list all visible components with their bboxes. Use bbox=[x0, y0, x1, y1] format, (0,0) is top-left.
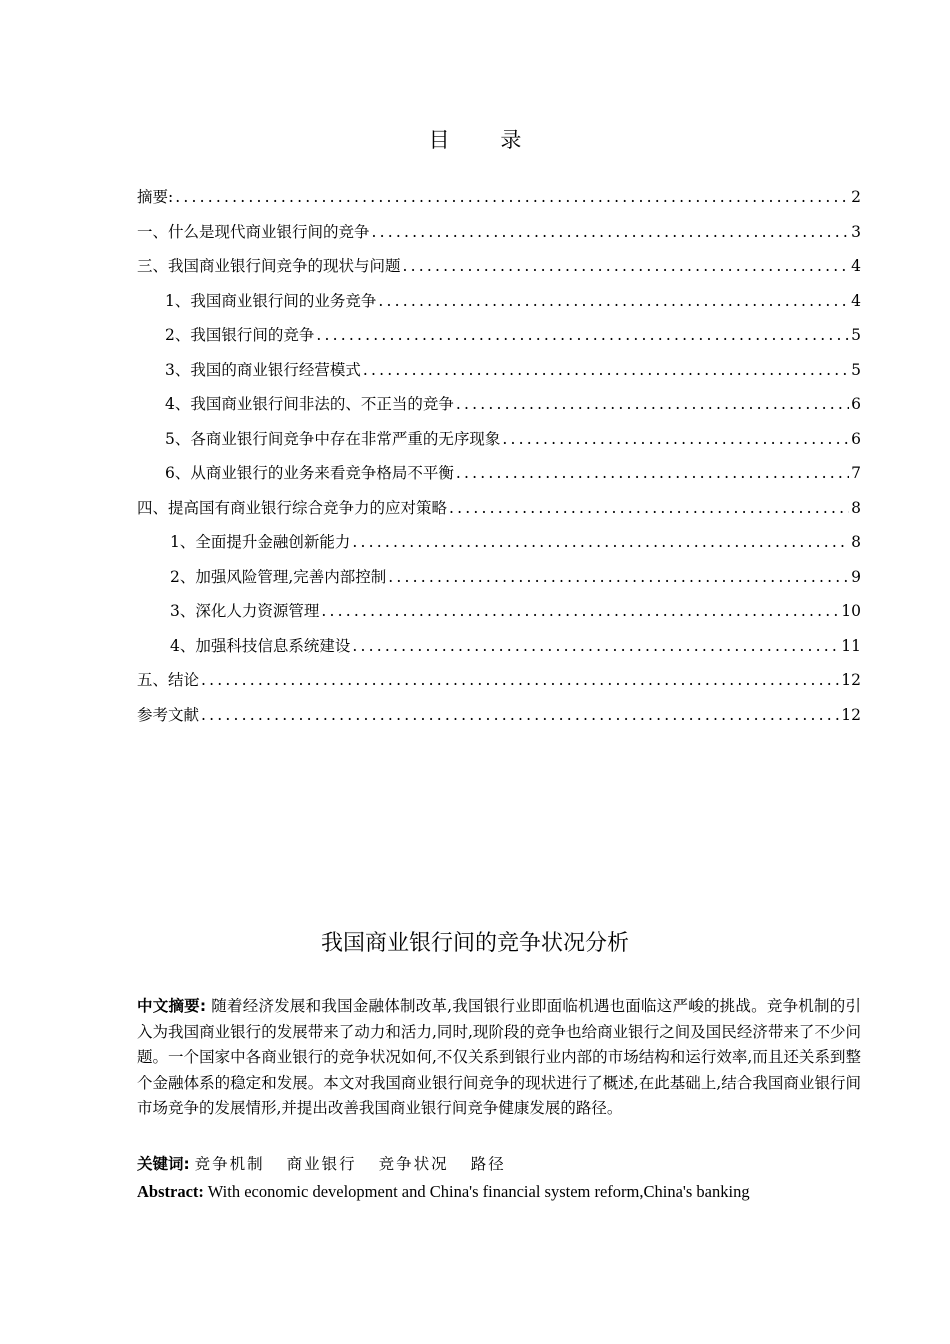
toc-entry-page: 12 bbox=[841, 671, 861, 689]
english-abstract-label: Abstract: bbox=[137, 1182, 204, 1201]
toc-entry-label: 1、我国商业银行间的业务竞争 bbox=[165, 291, 377, 310]
toc-entry-page: 8 bbox=[851, 533, 861, 551]
toc-entry-label: 2、我国银行间的竞争 bbox=[165, 326, 315, 344]
toc-entry-label: 2、加强风险管理,完善内部控制 bbox=[170, 567, 387, 586]
toc-entry-label: 4、我国商业银行间非法的、不正当的竞争 bbox=[165, 395, 454, 413]
toc-entry-label: 四、提高国有商业银行综合竞争力的应对策略 bbox=[137, 498, 448, 517]
table-of-contents bbox=[137, 180, 861, 732]
toc-entry[interactable] bbox=[137, 491, 861, 526]
toc-entry-page: 4 bbox=[851, 291, 861, 310]
toc-entry[interactable] bbox=[137, 663, 861, 698]
toc-entry-page: 6 bbox=[851, 395, 861, 413]
toc-entry-page: 8 bbox=[851, 498, 861, 517]
paper-title: 我国商业银行间的竞争状况分析 bbox=[320, 931, 629, 956]
toc-entry-label: 3、深化人力资源管理 bbox=[170, 602, 320, 620]
toc-leader-dots bbox=[316, 318, 849, 353]
keyword: 商业银行 bbox=[286, 1155, 357, 1173]
toc-entry-page: 9 bbox=[851, 567, 861, 586]
toc-leader-dots bbox=[449, 491, 849, 526]
toc-entry[interactable] bbox=[137, 249, 861, 284]
english-abstract bbox=[137, 1179, 861, 1204]
toc-leader-dots bbox=[372, 215, 850, 250]
chinese-abstract bbox=[137, 994, 861, 1122]
toc-entry-label: 4、加强科技信息系统建设 bbox=[170, 636, 351, 655]
keywords-label: 关键词: bbox=[137, 1155, 190, 1173]
toc-entry-label: 摘要: bbox=[137, 188, 174, 206]
toc-entry-page: 11 bbox=[841, 636, 861, 655]
toc-entry-label: 6、从商业银行的业务来看竞争格局不平衡 bbox=[165, 464, 454, 482]
keyword: 竞争状况 bbox=[378, 1155, 449, 1173]
toc-entry-label: 三、我国商业银行间竞争的现状与问题 bbox=[137, 257, 401, 275]
toc-entry-label: 一、什么是现代商业银行间的竞争 bbox=[137, 222, 370, 241]
toc-entry[interactable] bbox=[137, 284, 861, 319]
toc-entry[interactable] bbox=[137, 422, 861, 457]
toc-entry-page: 4 bbox=[851, 257, 861, 275]
toc-entry[interactable] bbox=[137, 560, 861, 595]
toc-leader-dots bbox=[502, 422, 849, 457]
toc-entry-page: 3 bbox=[851, 222, 861, 241]
toc-entry[interactable] bbox=[137, 594, 861, 629]
chinese-abstract-label: 中文摘要: bbox=[137, 997, 207, 1015]
keywords-line bbox=[137, 1152, 861, 1177]
toc-entry-page: 10 bbox=[841, 602, 861, 620]
toc-entry-label: 参考文献 bbox=[137, 705, 200, 724]
toc-title: 目 录 bbox=[428, 128, 544, 152]
toc-leader-dots bbox=[201, 663, 839, 698]
toc-leader-dots bbox=[403, 249, 850, 284]
toc-entry-page: 2 bbox=[851, 188, 861, 206]
toc-entry[interactable] bbox=[137, 318, 861, 353]
toc-entry-label: 五、结论 bbox=[137, 671, 200, 689]
toc-entry[interactable] bbox=[137, 180, 861, 215]
toc-entry-label: 3、我国的商业银行经营模式 bbox=[165, 360, 361, 379]
toc-entry[interactable] bbox=[137, 698, 861, 733]
english-abstract-text: With economic development and China's financial system reform,China's banking bbox=[207, 1182, 750, 1201]
toc-leader-dots bbox=[378, 284, 849, 319]
keyword: 路径 bbox=[470, 1155, 506, 1173]
toc-leader-dots bbox=[363, 353, 849, 388]
toc-leader-dots bbox=[175, 180, 849, 215]
toc-leader-dots bbox=[201, 698, 839, 733]
toc-leader-dots bbox=[456, 456, 849, 491]
toc-entry-page: 7 bbox=[851, 464, 861, 482]
toc-entry[interactable] bbox=[137, 525, 861, 560]
toc-entry-page: 5 bbox=[851, 326, 861, 344]
toc-leader-dots bbox=[388, 560, 849, 595]
toc-entry-page: 6 bbox=[851, 429, 861, 448]
keywords-list bbox=[195, 1155, 528, 1173]
toc-entry-label: 1、全面提升金融创新能力 bbox=[170, 533, 351, 551]
toc-entry[interactable] bbox=[137, 456, 861, 491]
toc-leader-dots bbox=[352, 629, 839, 664]
toc-entry-page: 12 bbox=[841, 705, 861, 724]
keyword: 竞争机制 bbox=[194, 1155, 265, 1173]
toc-leader-dots bbox=[321, 594, 839, 629]
toc-entry[interactable] bbox=[137, 629, 861, 664]
toc-leader-dots bbox=[352, 525, 849, 560]
toc-entry-label: 5、各商业银行间竞争中存在非常严重的无序现象 bbox=[165, 429, 501, 448]
toc-entry[interactable] bbox=[137, 215, 861, 250]
toc-entry[interactable] bbox=[137, 387, 861, 422]
chinese-abstract-text: 随着经济发展和我国金融体制改革,我国银行业即面临机遇也面临这严峻的挑战。竞争机制的引入为我国商业银行的发展带来了动力和活力,同时,现阶段的竞争也给商业银行之间及国民经济带来了不少问题。一个国家中各商业银行的竞争状况如何,不仅关系到银行业内部的市场结构和运行效率,而且还关系到整个金融体系的稳定和发展。本文对我国商业银行间竞争的现状进行了概述,在此基础上,结合我国商业银行间市场竞争的发展情形,并提出改善我国商业银行间竞争健康发展的路径。 bbox=[137, 997, 861, 1117]
toc-entry[interactable] bbox=[137, 353, 861, 388]
toc-entry-page: 5 bbox=[851, 360, 861, 379]
toc-leader-dots bbox=[456, 387, 849, 422]
